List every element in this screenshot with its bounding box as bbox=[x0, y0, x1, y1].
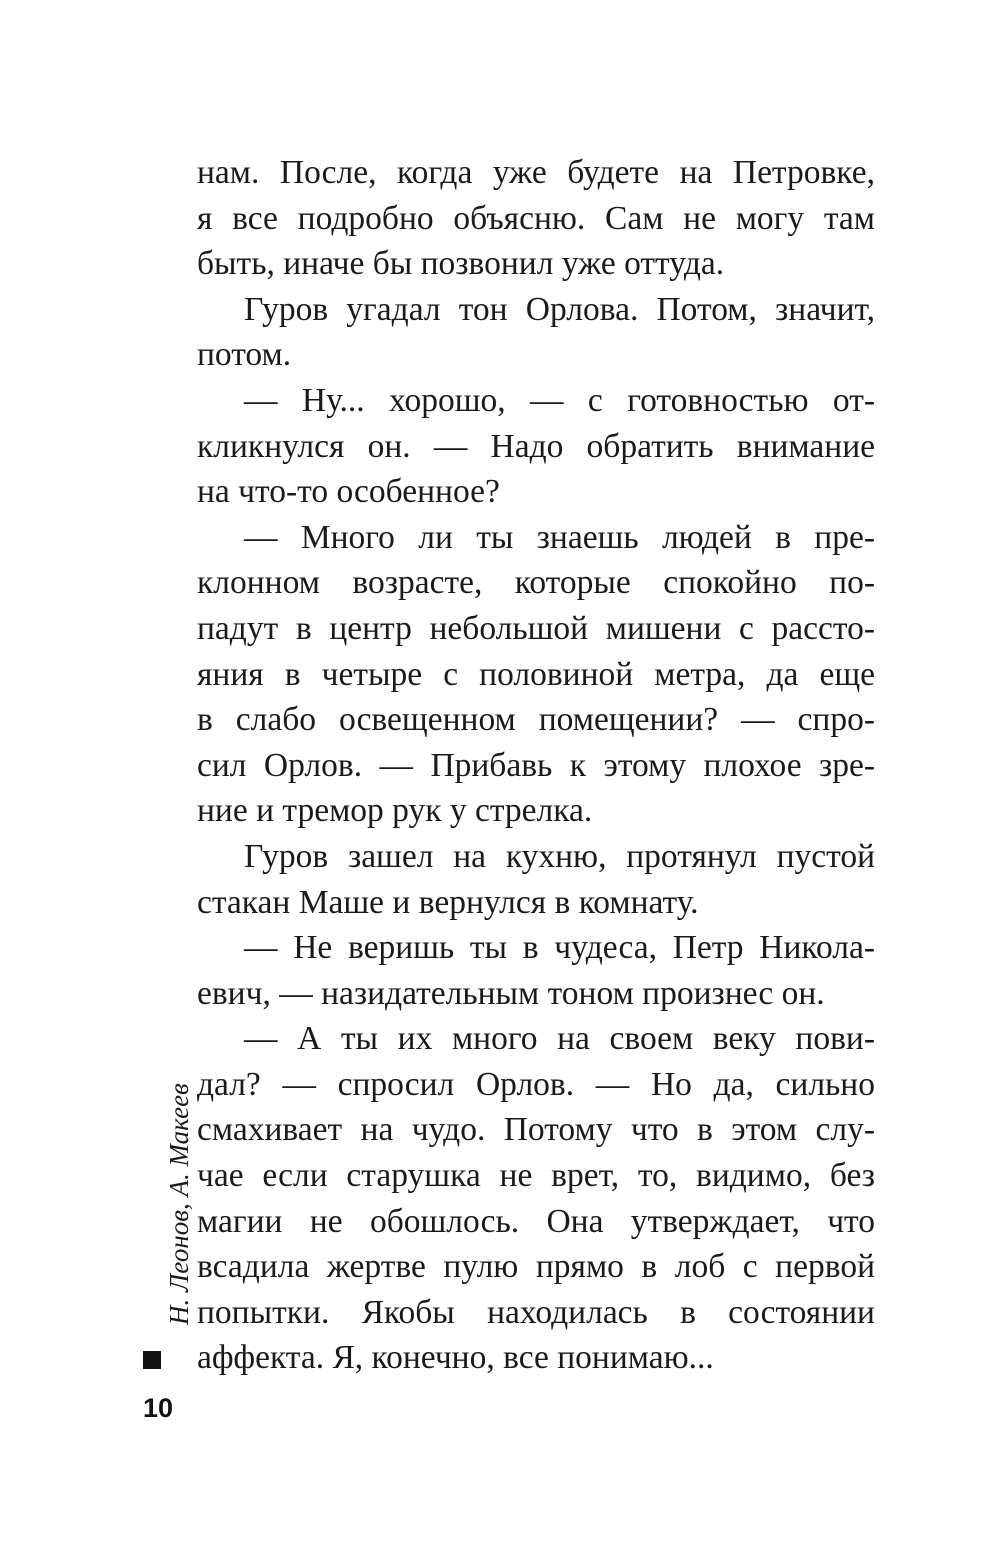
text-line: нам. После, когда уже будете на Петровке, bbox=[197, 154, 875, 191]
text-line: стакан Маше и вернулся в комнату. bbox=[197, 883, 699, 921]
text-line: потом. bbox=[197, 336, 292, 374]
text-line: попытки. Якобы находилась в состоянии bbox=[197, 1293, 875, 1331]
text-line: Гуров угадал тон Орлова. Потом, значит, bbox=[244, 290, 875, 328]
text-line: — Не веришь ты в чудеса, Петр Никола- bbox=[244, 929, 875, 967]
text-line: магии не обошлось. Она утверждает, что bbox=[197, 1202, 875, 1240]
text-line: — А ты их много на своем веку пови- bbox=[244, 1020, 875, 1058]
square-marker-icon bbox=[143, 1351, 161, 1369]
text-line: падут в центр небольшой мишени с рассто- bbox=[197, 609, 875, 647]
body-text bbox=[197, 150, 875, 1381]
text-line: клонном возрасте, которые спокойно по- bbox=[197, 564, 875, 602]
text-line: смахивает на чудо. Потому что в этом слу- bbox=[197, 1111, 875, 1149]
running-head-author: Н. Леонов, А. Макеев bbox=[164, 1083, 194, 1325]
text-line: аффекта. Я, конечно, все понимаю... bbox=[197, 1339, 714, 1377]
text-line: кликнулся он. — Надо обратить внимание bbox=[197, 427, 875, 465]
text-line: яния в четыре с половиной метра, да еще bbox=[197, 655, 875, 693]
text-line: дал? — спросил Орлов. — Но да, сильно bbox=[197, 1065, 875, 1103]
text-line: я все подробно объясню. Сам не могу там bbox=[197, 199, 875, 237]
text-line: ние и тремор рук у стрелка. bbox=[197, 792, 593, 830]
text-line: чае если старушка не врет, то, видимо, без bbox=[197, 1157, 875, 1195]
text-line: всадила жертве пулю прямо в лоб с первой bbox=[197, 1248, 875, 1286]
text-line: — Много ли ты знаешь людей в пре- bbox=[244, 518, 875, 556]
text-line: евич, — назидательным тоном произнес он. bbox=[197, 974, 825, 1012]
text-line: быть, иначе бы позвонил уже оттуда. bbox=[197, 245, 725, 283]
page-number: 10 bbox=[143, 1393, 174, 1423]
text-line: — Ну... хорошо, — с готовностью от- bbox=[244, 381, 875, 419]
text-line: сил Орлов. — Прибавь к этому плохое зре- bbox=[197, 746, 875, 784]
text-line: на что-то особенное? bbox=[197, 473, 500, 511]
text-line: в слабо освещенном помещении? — спро- bbox=[197, 701, 875, 739]
text-line: Гуров зашел на кухню, протянул пустой bbox=[244, 837, 875, 875]
